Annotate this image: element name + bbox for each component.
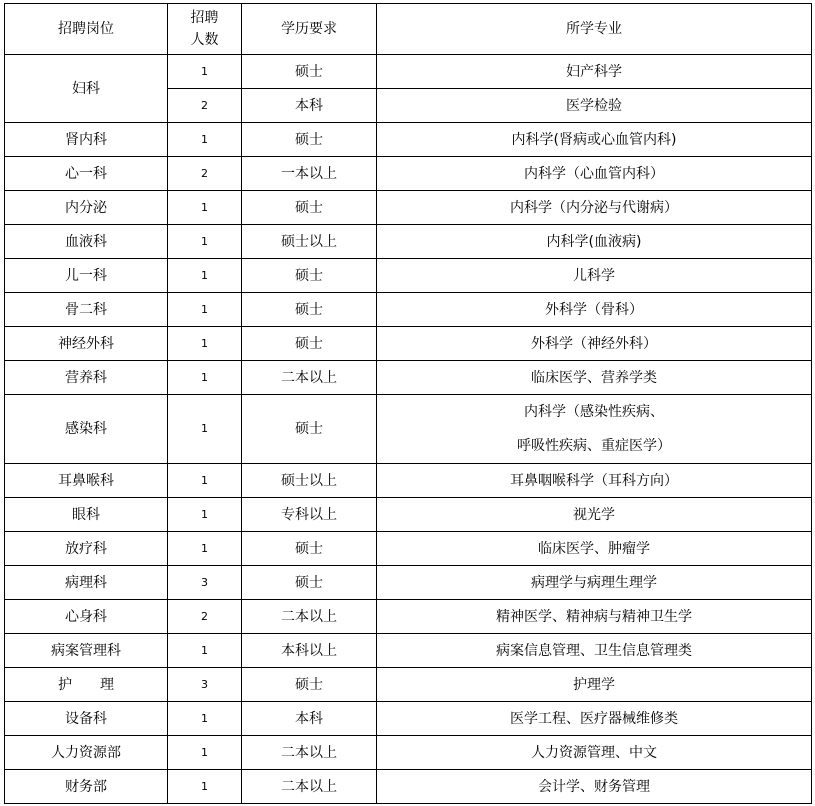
education-cell: 本科 — [242, 702, 377, 736]
dept-cell: 神经外科 — [5, 327, 168, 361]
major-cell: 内科学(血液病) — [377, 225, 812, 259]
count-cell: 1 — [168, 225, 242, 259]
table-row — [5, 498, 812, 532]
education-cell: 硕士 — [242, 566, 377, 600]
major-cell: 临床医学、营养学类 — [377, 361, 812, 395]
education-cell: 硕士 — [242, 395, 377, 464]
table-row — [5, 293, 812, 327]
count-cell: 1 — [168, 634, 242, 668]
major-line: 呼吸性疾病、重症医学） — [517, 438, 671, 454]
count-cell: 1 — [168, 464, 242, 498]
major-cell: 精神医学、精神病与精神卫生学 — [377, 600, 812, 634]
education-cell: 硕士 — [242, 327, 377, 361]
major-cell — [377, 395, 812, 464]
count-cell: 2 — [168, 157, 242, 191]
header-count-line1: 招聘 — [190, 10, 219, 26]
count-cell: 1 — [168, 293, 242, 327]
table-row — [5, 259, 812, 293]
major-cell: 内科学（内分泌与代谢病） — [377, 191, 812, 225]
major-cell: 内科学(肾病或心血管内科) — [377, 123, 812, 157]
major-cell: 会计学、财务管理 — [377, 770, 812, 804]
dept-cell: 营养科 — [5, 361, 168, 395]
dept-cell: 内分泌 — [5, 191, 168, 225]
header-education: 学历要求 — [242, 4, 377, 55]
count-cell: 1 — [168, 327, 242, 361]
major-cell: 病案信息管理、卫生信息管理类 — [377, 634, 812, 668]
dept-cell: 感染科 — [5, 395, 168, 464]
major-cell: 护理学 — [377, 668, 812, 702]
header-count-line2: 人数 — [190, 32, 219, 48]
education-cell: 本科 — [242, 89, 377, 123]
dept-cell: 财务部 — [5, 770, 168, 804]
education-cell: 二本以上 — [242, 361, 377, 395]
education-cell: 硕士 — [242, 191, 377, 225]
dept-cell: 眼科 — [5, 498, 168, 532]
dept-cell: 肾内科 — [5, 123, 168, 157]
dept-cell: 设备科 — [5, 702, 168, 736]
count-cell: 2 — [168, 600, 242, 634]
table-row — [5, 770, 812, 804]
dept-cell: 人力资源部 — [5, 736, 168, 770]
table-row — [5, 600, 812, 634]
education-cell: 硕士 — [242, 532, 377, 566]
header-major: 所学专业 — [377, 4, 812, 55]
education-cell: 二本以上 — [242, 600, 377, 634]
count-cell: 1 — [168, 123, 242, 157]
count-cell: 1 — [168, 736, 242, 770]
education-cell: 一本以上 — [242, 157, 377, 191]
table-row — [5, 191, 812, 225]
dept-cell: 病案管理科 — [5, 634, 168, 668]
table-header-row — [5, 4, 812, 55]
table-row — [5, 157, 812, 191]
table-row — [5, 566, 812, 600]
table-row — [5, 736, 812, 770]
education-cell: 二本以上 — [242, 736, 377, 770]
major-cell: 人力资源管理、中文 — [377, 736, 812, 770]
education-cell: 硕士 — [242, 293, 377, 327]
table-row — [5, 225, 812, 259]
dept-cell: 耳鼻喉科 — [5, 464, 168, 498]
count-cell: 1 — [168, 498, 242, 532]
education-cell: 本科以上 — [242, 634, 377, 668]
education-cell: 硕士以上 — [242, 225, 377, 259]
dept-cell: 护 理 — [5, 668, 168, 702]
count-cell: 2 — [168, 89, 242, 123]
count-cell: 1 — [168, 532, 242, 566]
header-position: 招聘岗位 — [5, 4, 168, 55]
major-cell: 医学工程、医疗器械维修类 — [377, 702, 812, 736]
education-cell: 二本以上 — [242, 770, 377, 804]
major-cell: 视光学 — [377, 498, 812, 532]
major-cell: 外科学（骨科） — [377, 293, 812, 327]
recruitment-table — [4, 3, 812, 804]
major-cell: 医学检验 — [377, 89, 812, 123]
major-cell: 妇产科学 — [377, 55, 812, 89]
count-cell: 1 — [168, 191, 242, 225]
count-cell: 3 — [168, 566, 242, 600]
dept-cell: 心一科 — [5, 157, 168, 191]
major-cell: 临床医学、肿瘤学 — [377, 532, 812, 566]
major-cell: 内科学（心血管内科） — [377, 157, 812, 191]
education-cell: 硕士 — [242, 55, 377, 89]
major-cell: 病理学与病理生理学 — [377, 566, 812, 600]
table-row — [5, 668, 812, 702]
dept-cell: 心身科 — [5, 600, 168, 634]
count-cell: 1 — [168, 770, 242, 804]
dept-cell: 妇科 — [5, 55, 168, 123]
count-cell: 1 — [168, 259, 242, 293]
education-cell: 硕士 — [242, 668, 377, 702]
dept-cell: 儿一科 — [5, 259, 168, 293]
table-row — [5, 532, 812, 566]
header-count — [168, 4, 242, 55]
major-line: 内科学（感染性疾病、 — [524, 404, 664, 420]
count-cell: 1 — [168, 702, 242, 736]
table-row — [5, 395, 812, 464]
education-cell: 硕士 — [242, 259, 377, 293]
dept-cell: 骨二科 — [5, 293, 168, 327]
table-row — [5, 464, 812, 498]
dept-cell: 血液科 — [5, 225, 168, 259]
table-row — [5, 634, 812, 668]
education-cell: 硕士 — [242, 123, 377, 157]
table-row — [5, 55, 812, 89]
table-row — [5, 123, 812, 157]
table-row — [5, 702, 812, 736]
major-cell: 儿科学 — [377, 259, 812, 293]
count-cell: 3 — [168, 668, 242, 702]
count-cell: 1 — [168, 395, 242, 464]
major-cell: 耳鼻咽喉科学（耳科方向） — [377, 464, 812, 498]
education-cell: 硕士以上 — [242, 464, 377, 498]
table-row — [5, 327, 812, 361]
education-cell: 专科以上 — [242, 498, 377, 532]
count-cell: 1 — [168, 55, 242, 89]
table-row — [5, 361, 812, 395]
major-cell: 外科学（神经外科） — [377, 327, 812, 361]
dept-cell: 放疗科 — [5, 532, 168, 566]
count-cell: 1 — [168, 361, 242, 395]
dept-cell: 病理科 — [5, 566, 168, 600]
